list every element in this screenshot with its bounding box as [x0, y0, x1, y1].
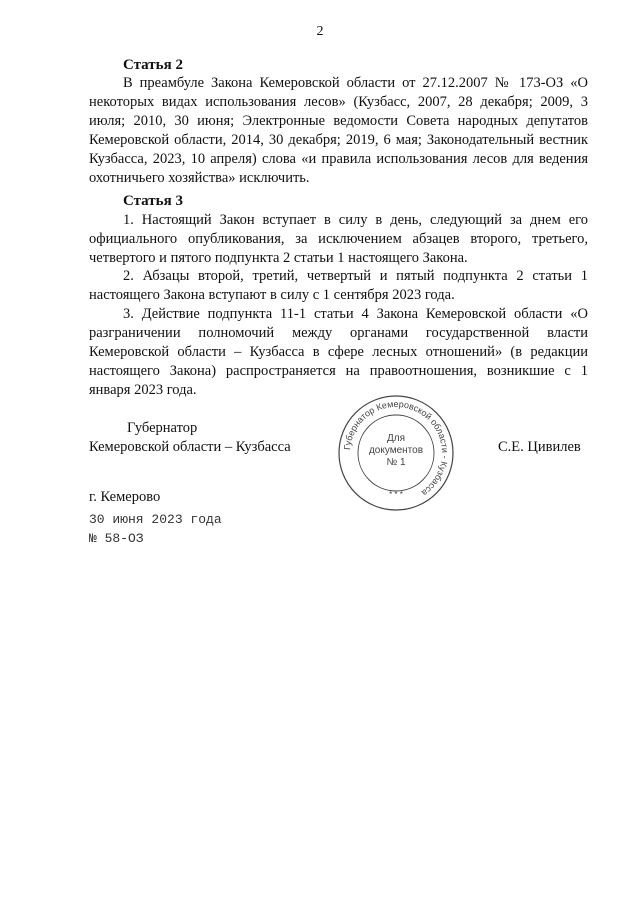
- article-3-item-3: 3. Действие подпункта 11-1 статьи 4 Закона Кемеровской области «О разграничении полномочий между органами государственной власти Кемеровской области – Кузбасса в сфере лесных отношений» (в редакции настоящего Закона) распространяется на правоотношения, возникшие с 1 января 2023 года.: [89, 306, 588, 398]
- seal-ring-text: Губернатор Кемеровской области - Кузбасса: [342, 398, 451, 499]
- signatory-title-line-1: Губернатор: [127, 420, 198, 436]
- signatory-name: С.Е. Цивилев: [498, 439, 581, 455]
- seal-center-line-3: № 1: [386, 457, 406, 468]
- article-3-item-1: 1. Настоящий Закон вступает в силу в день, следующий за днем его официального опубликования, за исключением абзацев второго, третьего, четвертого и пятого подпункта 2 статьи 1 настоящего Закона.: [89, 212, 588, 266]
- article-3-heading: Статья 3: [123, 193, 183, 209]
- signatory-title-line-2: Кемеровской области – Кузбасса: [89, 439, 291, 455]
- article-2-heading: Статья 2: [123, 57, 183, 73]
- seal-center-line-1: Для: [386, 433, 406, 444]
- law-date: 30 июня 2023 года: [89, 512, 222, 527]
- seal-stars: * * *: [389, 490, 403, 499]
- place-of-signing: г. Кемерово: [89, 489, 161, 505]
- official-seal-stamp: [336, 393, 456, 513]
- article-3-item-2: 2. Абзацы второй, третий, четвертый и пятый подпункта 2 статьи 1 настоящего Закона вступают в силу с 1 сентября 2023 года.: [89, 268, 588, 303]
- article-2-text: В преамбуле Закона Кемеровской области от 27.12.2007 № 173-ОЗ «О некоторых видах использования лесов» (Кузбасс, 2007, 28 декабря; 2009, 3 июля; 2010, 30 июня; Электронные ведомости Совета народных депутатов Кемеровской области, 2014, 30 декабря; 2019, 6 мая; Законодательный вестник Кузбасса, 2023, 10 апреля) слова «и правила использования лесов для ведения охотничьего хозяйства» исключить.: [89, 75, 588, 186]
- page-number: 2: [316, 24, 324, 39]
- law-number: № 58-ОЗ: [89, 531, 144, 546]
- seal-center-line-2: документов: [368, 445, 424, 456]
